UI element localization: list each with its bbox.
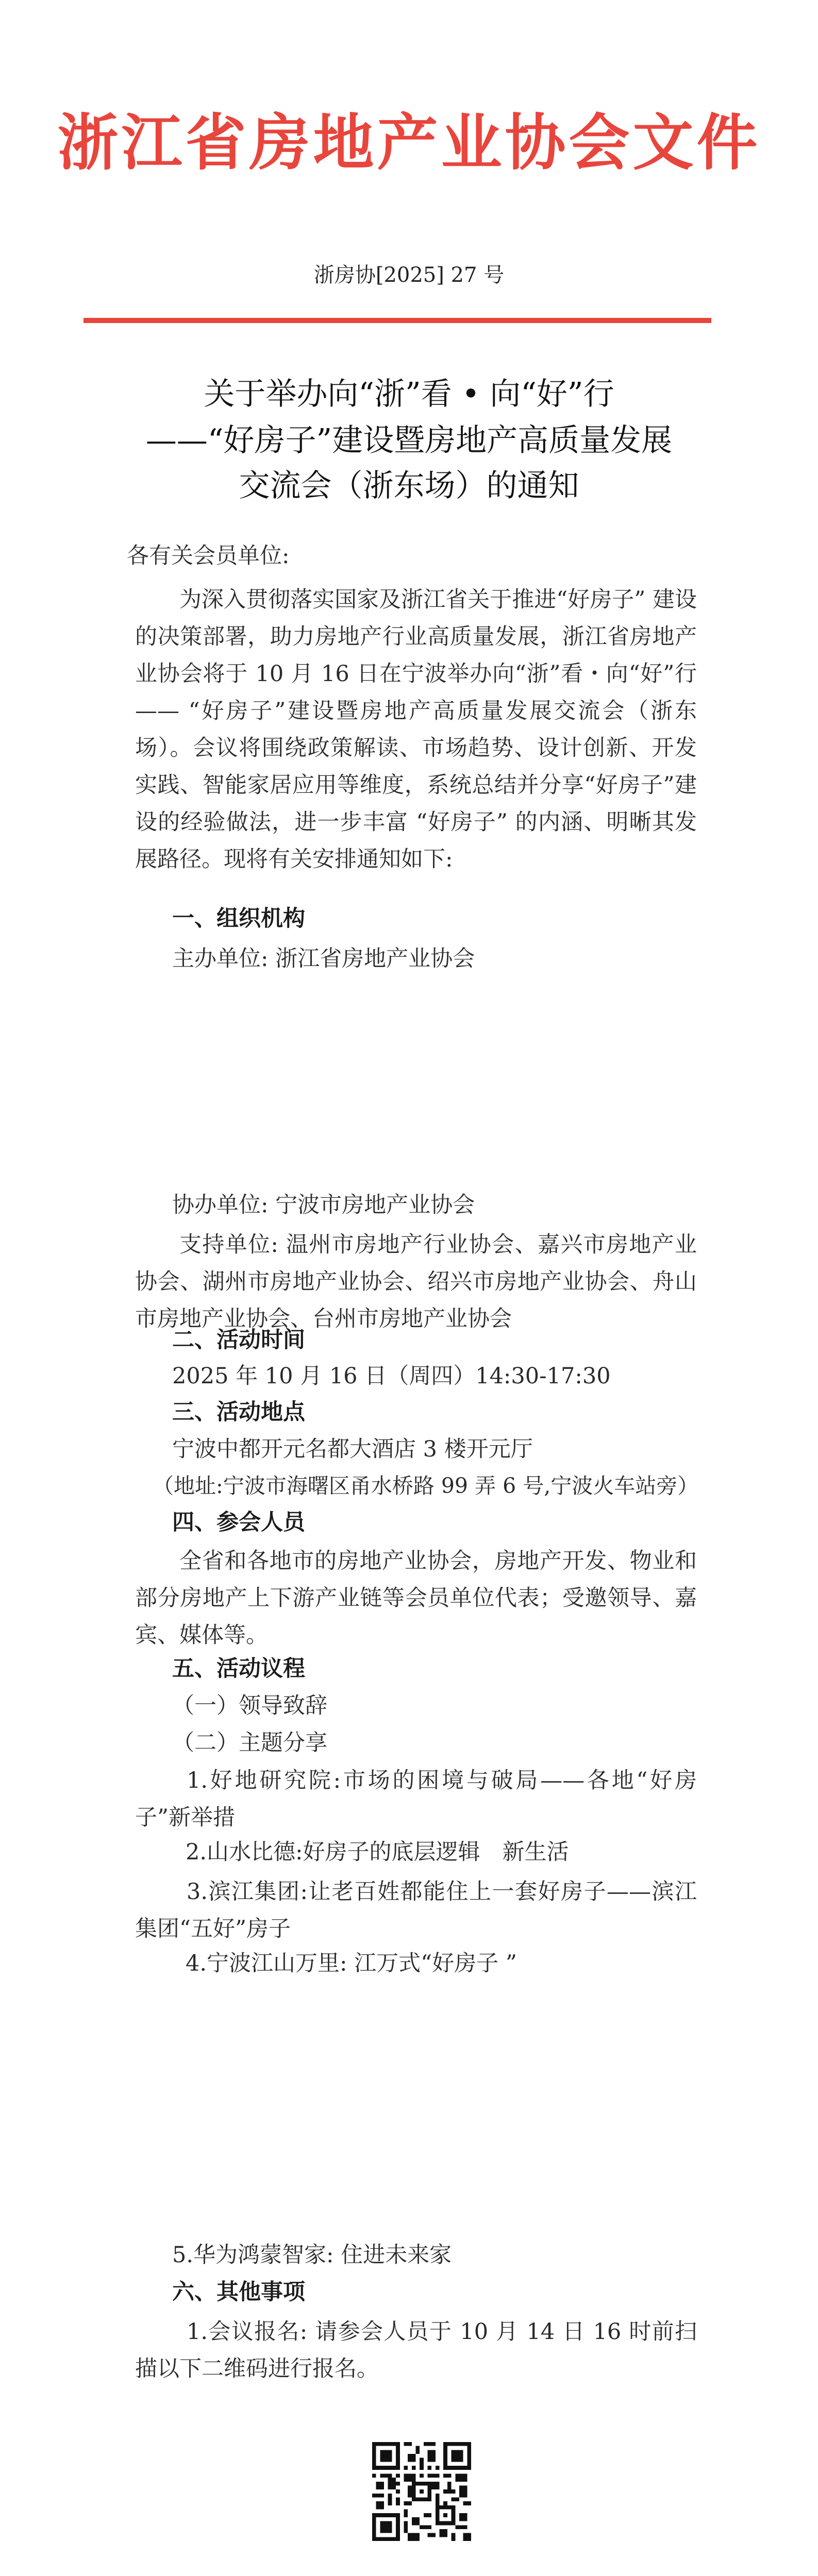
header-red-divider (84, 318, 711, 323)
qr-code-icon (372, 2442, 471, 2541)
document-header-title: 浙江省房地产业协会文件 (57, 107, 761, 178)
registration-note: 1.会议报名: 请参会人员于 10 月 14 日 16 时前扫描以下二维码进行报名。 (135, 2319, 697, 2382)
agenda-talk-2: 2.山水比德:好房子的底层逻辑 新生活 (186, 1839, 569, 1865)
supporting-units: 支持单位: 温州市房地产行业协会、嘉兴市房地产业协会、湖州市房地产业协会、绍兴市房地产业协会、舟山市房地产业协会、台州市房地产业协会 (135, 1232, 697, 1332)
fees-note (135, 2571, 697, 2576)
agenda-talk-1: 1.好地研究院:市场的困境与破局——各地“好房子”新举措 (135, 1768, 697, 1831)
section-heading-organization: 一、组织机构 (172, 906, 305, 931)
agenda-talk-3: 3.滨江集团:让老百姓都能住上一套好房子——滨江集团“五好”房子 (135, 1879, 697, 1942)
section-heading-venue: 三、活动地点 (172, 1399, 305, 1425)
document-number: 浙房协[2025] 27 号 (313, 263, 505, 287)
agenda-item-opening: （一）领导致辞 (172, 1693, 327, 1719)
subject-line-2: ——“好房子”建设暨房地产高质量发展 (145, 422, 673, 459)
event-time: 2025 年 10 月 16 日（周四）14:30-17:30 (172, 1363, 611, 1389)
section-heading-agenda: 五、活动议程 (172, 1656, 305, 1682)
salutation: 各有关会员单位: (127, 543, 290, 569)
registration-qr-code[interactable] (372, 2442, 471, 2541)
section-heading-time: 二、活动时间 (172, 1327, 305, 1353)
section-heading-attendees: 四、参会人员 (172, 1510, 305, 1535)
agenda-talk-4: 4.宁波江山万里: 江万式“好房子 ” (186, 1951, 517, 1976)
agenda-item-sharing: （二）主题分享 (172, 1730, 327, 1756)
section-heading-other-matters: 六、其他事项 (172, 2279, 305, 2305)
subject-line-3: 交流会（浙东场）的通知 (239, 468, 579, 504)
agenda-talk-5: 5.华为鸿蒙智家: 住进未来家 (172, 2242, 452, 2268)
event-address: （地址:宁波市海曙区甬水桥路 99 弄 6 号,宁波火车站旁） (153, 1473, 699, 1498)
subject-line-1: 关于举办向“浙”看 • 向“好”行 (204, 376, 614, 412)
host-unit: 主办单位: 浙江省房地产业协会 (172, 946, 475, 972)
attendees-text: 全省和各地市的房地产业协会，房地产开发、物业和部分房地产上下游产业链等会员单位代表；受邀领导、嘉宾、媒体等。 (135, 1548, 697, 1648)
co-host-unit: 协办单位: 宁波市房地产业协会 (172, 1192, 475, 1218)
intro-paragraph: 为深入贯彻落实国家及浙江省关于推进“好房子” 建设的决策部署，助力房地产行业高质量发展，浙江省房地产业协会将于 10 月 16 日在宁波举办向“浙”看・向“好”行 —— “好房子”建设暨房地产高质量发展交流会（浙东场）。会议将围绕政策解读、市场趋势、设计创新、开发实践、智能家居应用等维度，系统总结并分享“好房子”建设的经验做法，进一步丰富 “好房子” 的内涵、明晰其发展路径。现将有关安排通知如下: (135, 587, 697, 872)
event-venue: 宁波中都开元名都大酒店 3 楼开元厅 (172, 1436, 533, 1462)
